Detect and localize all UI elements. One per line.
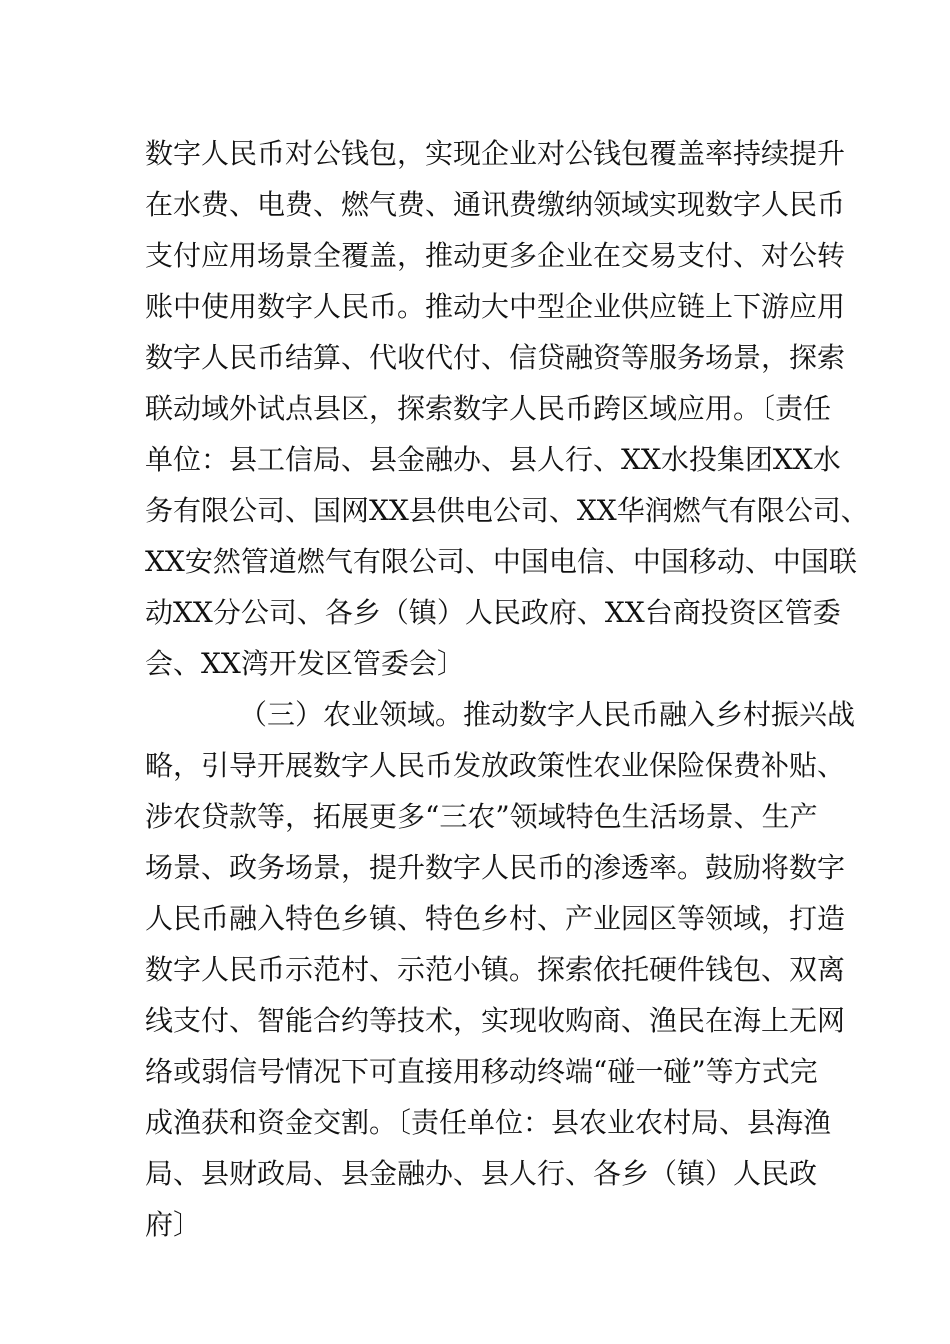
text-line: 人民币融入特色乡镇、特色乡村、产业园区等领域，打造 — [145, 902, 846, 935]
text-line: 局、县财政局、县金融办、县人行、各乡（镇）人民政 — [145, 1157, 818, 1190]
text-line: 成渔获和资金交割。〔责任单位：县农业农村局、县海渔 — [145, 1106, 832, 1139]
body-text — [145, 128, 869, 1250]
text-line: 联动域外试点县区，探索数字人民币跨区域应用。〔责任 — [145, 392, 832, 425]
text-line: 数字人民币结算、代收代付、信贷融资等服务场景，探索 — [145, 341, 846, 374]
text-line: 务有限公司、国网XX县供电公司、XX华润燃气有限公司、 — [145, 494, 869, 527]
text-line: 单位：县工信局、县金融办、县人行、XX水投集团XX水 — [145, 443, 841, 476]
text-line: 动XX分公司、各乡（镇）人民政府、XX台商投资区管委 — [145, 596, 841, 629]
text-line: 场景、政务场景，提升数字人民币的渗透率。鼓励将数字 — [145, 851, 846, 884]
text-line: 支付应用场景全覆盖，推动更多企业在交易支付、对公转 — [145, 239, 846, 272]
text-line: 线支付、智能合约等技术，实现收购商、渔民在海上无网 — [145, 1004, 846, 1037]
text-line: 涉农贷款等，拓展更多“三农”领域特色生活场景、生产 — [145, 800, 818, 833]
text-line: XX安然管道燃气有限公司、中国电信、中国移动、中国联 — [145, 545, 857, 578]
text-line: 府〕 — [145, 1208, 202, 1241]
text-line: 账中使用数字人民币。推动大中型企业供应链上下游应用 — [145, 290, 846, 323]
text-line: 络或弱信号情况下可直接用移动终端“碰一碰”等方式完 — [145, 1055, 818, 1088]
text-line: 在水费、电费、燃气费、通讯费缴纳领域实现数字人民币 — [145, 188, 846, 221]
section-heading-line: （三）农业领域。推动数字人民币融入乡村振兴战 — [239, 698, 856, 731]
text-line: 略，引导开展数字人民币发放政策性农业保险保费补贴、 — [145, 749, 846, 782]
text-line: 会、XX湾开发区管委会〕 — [145, 647, 465, 680]
text-line: 数字人民币示范村、示范小镇。探索依托硬件钱包、双离 — [145, 953, 846, 986]
text-line: 数字人民币对公钱包，实现企业对公钱包覆盖率持续提升 — [145, 137, 846, 170]
